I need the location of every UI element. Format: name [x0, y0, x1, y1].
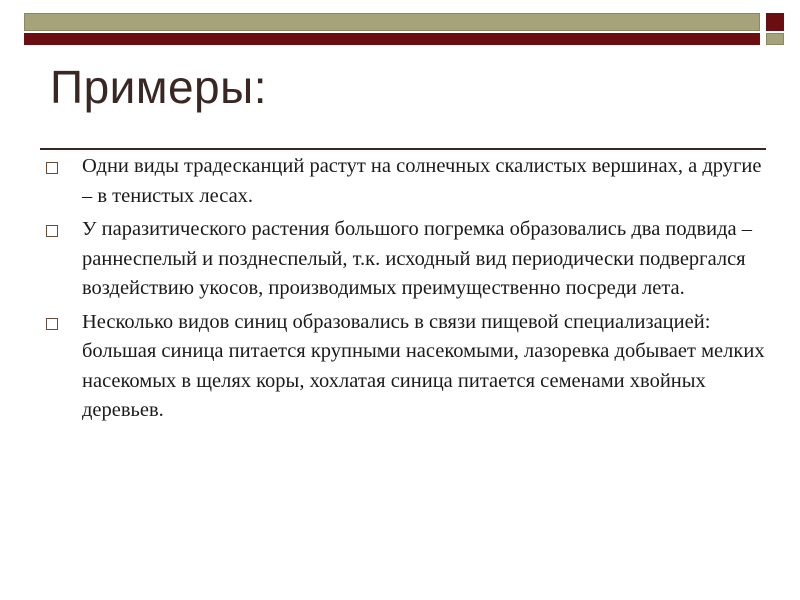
- header-corner-square-red: [766, 13, 784, 31]
- bullet-text: У паразитического растения большого погремка образовались два подвида – раннеспелый и позднеспелый, т.к. исходный вид периодически подвергался воздействию укосов, производимых преимущественно посреди лета.: [82, 218, 753, 299]
- bullet-list: [44, 152, 774, 430]
- title-divider: [40, 148, 766, 150]
- bullet-text: Одни виды традесканций растут на солнечных скалистых вершинах, а другие – в тенистых лесах.: [82, 155, 762, 207]
- hollow-square-bullet-icon: [46, 318, 58, 330]
- hollow-square-bullet-icon: [46, 225, 58, 237]
- bullet-item: [44, 152, 774, 211]
- bullet-item: [44, 308, 774, 426]
- hollow-square-bullet-icon: [46, 162, 58, 174]
- bullet-item: [44, 215, 774, 304]
- bullet-text: Несколько видов синиц образовались в связи пищевой специализацией: большая синица питается крупными насекомыми, лазоревка добывает мелких насекомых в щелях коры, хохлатая синица питается семенами хвойных деревьев.: [82, 310, 765, 421]
- header-decor-stripe: [24, 33, 760, 45]
- header-decor-band: [24, 13, 760, 31]
- slide-title: Примеры:: [50, 61, 267, 113]
- header-corner-square-olive: [766, 33, 784, 45]
